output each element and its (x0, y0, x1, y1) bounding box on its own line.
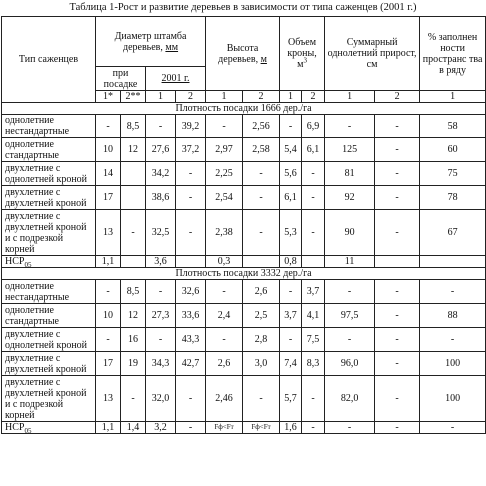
table-cell: 39,2 (176, 115, 206, 138)
table-cell: - (96, 280, 121, 304)
table-cell: - (375, 304, 420, 328)
table-cell: 16 (121, 328, 146, 352)
row-type: двухлетние с двухлетней кроной (2, 186, 96, 210)
table-cell: 100 (420, 352, 486, 376)
header-growth: Суммарный однолетний прирост, см (325, 17, 420, 91)
ncr-cell: 11 (325, 256, 375, 268)
header-diameter (96, 17, 206, 67)
table-cell: - (243, 162, 280, 186)
table-row (2, 210, 486, 256)
table-cell: 7,5 (302, 328, 325, 352)
sub-c1: 1 (146, 91, 176, 103)
table-cell: - (96, 328, 121, 352)
header-row-1 (2, 17, 486, 67)
table-cell: - (206, 115, 243, 138)
table-cell: 6,1 (280, 186, 302, 210)
table-cell: - (375, 280, 420, 304)
table-cell: - (302, 186, 325, 210)
table-cell: 3,7 (302, 280, 325, 304)
table-cell: 6,9 (302, 115, 325, 138)
table-cell: - (420, 328, 486, 352)
table-cell: - (176, 162, 206, 186)
header-fill: % заполнен ности пространс тва в ряду (420, 17, 486, 91)
table-cell: 32,6 (176, 280, 206, 304)
table-cell: 14 (96, 162, 121, 186)
table-cell: 27,3 (146, 304, 176, 328)
table-row (2, 138, 486, 162)
row-type: однолетние нестандартные (2, 280, 96, 304)
table-cell: - (280, 328, 302, 352)
table-cell: 17 (96, 352, 121, 376)
table-cell: - (325, 328, 375, 352)
table-cell: - (176, 186, 206, 210)
table-cell: - (375, 352, 420, 376)
ncr-label-sub: 05 (24, 261, 32, 268)
ncr-cell: 1,4 (121, 422, 146, 434)
growth-table (1, 16, 486, 434)
section-label: Плотность посадки 3332 дер./га (2, 268, 486, 280)
sub-c7: 1 (325, 91, 375, 103)
table-cell: - (206, 280, 243, 304)
table-cell: - (243, 376, 280, 422)
table-cell: 81 (325, 162, 375, 186)
table-row (2, 328, 486, 352)
table-cell: 19 (121, 352, 146, 376)
table-cell: 17 (96, 186, 121, 210)
section-row (2, 103, 486, 115)
table-cell: 100 (420, 376, 486, 422)
row-type: двухлетние с двухлетней кроной и с подрезкой корней (2, 210, 96, 256)
ncr-label-sub: 05 (24, 427, 32, 434)
ncr-cell: - (420, 422, 486, 434)
table-cell: - (325, 280, 375, 304)
ncr-cell: 0,3 (206, 256, 243, 268)
table-cell: - (302, 162, 325, 186)
table-cell: 5,3 (280, 210, 302, 256)
table-cell: 2,25 (206, 162, 243, 186)
table-cell: 7,4 (280, 352, 302, 376)
table-cell: 2,6 (206, 352, 243, 376)
table-cell: 2,4 (206, 304, 243, 328)
table-cell: - (302, 376, 325, 422)
sub-c8: 2 (375, 91, 420, 103)
ncr-cell (375, 256, 420, 268)
table-cell: 12 (121, 138, 146, 162)
table-cell: 5,6 (280, 162, 302, 186)
table-cell: 10 (96, 138, 121, 162)
header-2001 (146, 67, 206, 91)
sub-c9: 1 (420, 91, 486, 103)
header-height-unit: м (260, 53, 267, 65)
ncr-label (2, 422, 96, 434)
table-cell: - (375, 138, 420, 162)
sub-c3: 1 (206, 91, 243, 103)
table-cell: 97,5 (325, 304, 375, 328)
table-cell: - (375, 115, 420, 138)
table-cell: 5,4 (280, 138, 302, 162)
table-cell: 10 (96, 304, 121, 328)
row-type: однолетние стандартные (2, 304, 96, 328)
ncr-cell: 1,1 (96, 422, 121, 434)
table-cell: 37,2 (176, 138, 206, 162)
table-cell: 42,7 (176, 352, 206, 376)
ncr-cell: - (325, 422, 375, 434)
table-cell: - (121, 210, 146, 256)
table-cell: 2,38 (206, 210, 243, 256)
table-cell: - (96, 115, 121, 138)
table-cell: - (420, 280, 486, 304)
table-cell: 90 (325, 210, 375, 256)
header-crown-text: Объем кроны, м (287, 37, 317, 70)
table-cell: - (176, 210, 206, 256)
table-cell: - (146, 115, 176, 138)
table-cell: - (325, 115, 375, 138)
table-cell: - (302, 210, 325, 256)
table-row (2, 115, 486, 138)
ncr-cell: 1,6 (280, 422, 302, 434)
ncr-label (2, 256, 96, 268)
header-height (206, 17, 280, 91)
row-type: однолетние нестандартные (2, 115, 96, 138)
ncr-cell: - (176, 422, 206, 434)
sub-1: 1* (96, 91, 121, 103)
table-row (2, 352, 486, 376)
table-cell: 78 (420, 186, 486, 210)
table-cell: 58 (420, 115, 486, 138)
table-cell: - (375, 328, 420, 352)
table-cell: - (121, 376, 146, 422)
table-cell: 2,5 (243, 304, 280, 328)
ncr-cell: Fф<Fт (206, 422, 243, 434)
header-at-planting: при посадке (96, 67, 146, 91)
sub-c4: 2 (243, 91, 280, 103)
table-body (2, 17, 486, 434)
header-crown (280, 17, 325, 91)
table-cell: - (206, 328, 243, 352)
ncr-cell: - (302, 422, 325, 434)
table-cell: - (146, 328, 176, 352)
table-cell: 75 (420, 162, 486, 186)
table-cell: 82,0 (325, 376, 375, 422)
table-cell: - (280, 115, 302, 138)
table-cell: 67 (420, 210, 486, 256)
ncr-label-text: НСР (5, 256, 25, 267)
section-row (2, 268, 486, 280)
table-row (2, 304, 486, 328)
header-type: Тип саженцев (2, 17, 96, 103)
table-cell: - (280, 280, 302, 304)
table-cell: - (243, 210, 280, 256)
table-cell: - (375, 210, 420, 256)
sub-c5: 1 (280, 91, 302, 103)
table-cell: 92 (325, 186, 375, 210)
sub-2: 2** (121, 91, 146, 103)
table-row (2, 186, 486, 210)
table-cell: - (375, 186, 420, 210)
table-cell: 43,3 (176, 328, 206, 352)
ncr-cell: 3,2 (146, 422, 176, 434)
ncr-cell: 3,6 (146, 256, 176, 268)
table-cell: 88 (420, 304, 486, 328)
header-diameter-unit: мм (165, 41, 179, 53)
table-cell: 2,58 (243, 138, 280, 162)
table-cell: 2,97 (206, 138, 243, 162)
table-cell: - (375, 162, 420, 186)
ncr-cell (302, 256, 325, 268)
row-type: двухлетние с однолетней кроной (2, 328, 96, 352)
table-cell: 34,3 (146, 352, 176, 376)
table-cell: - (146, 280, 176, 304)
table-cell: - (375, 376, 420, 422)
table-cell: 2,46 (206, 376, 243, 422)
table-row (2, 376, 486, 422)
header-2001-text: 2001 г. (161, 73, 190, 84)
table-cell: 34,2 (146, 162, 176, 186)
ncr-cell: Fф<Fт (243, 422, 280, 434)
table-cell: 12 (121, 304, 146, 328)
ncr-row (2, 422, 486, 434)
table-cell: 33,6 (176, 304, 206, 328)
table-row (2, 280, 486, 304)
header-height-text: Высота деревьев, (218, 42, 261, 65)
ncr-cell (420, 256, 486, 268)
table-cell: - (176, 376, 206, 422)
table-cell: 4,1 (302, 304, 325, 328)
table-cell: 6,1 (302, 138, 325, 162)
ncr-cell: - (375, 422, 420, 434)
table-cell: 8,5 (121, 280, 146, 304)
table-cell: 96,0 (325, 352, 375, 376)
header-diameter-text: Диаметр штамба деревьев, (114, 30, 187, 53)
table-title: Таблица 1-Рост и развитие деревьев в зависимости от типа саженцев (2001 г.) (69, 2, 417, 13)
ncr-cell (121, 256, 146, 268)
table-cell: 3,0 (243, 352, 280, 376)
table-cell: - (243, 186, 280, 210)
sub-c2: 2 (176, 91, 206, 103)
table-cell: 2,54 (206, 186, 243, 210)
table-cell: 125 (325, 138, 375, 162)
ncr-cell: 0,8 (280, 256, 302, 268)
ncr-row (2, 256, 486, 268)
table-cell: 2,8 (243, 328, 280, 352)
header-crown-sup: 3 (303, 56, 307, 65)
table-cell: 8,5 (121, 115, 146, 138)
table-cell: 2,6 (243, 280, 280, 304)
section-label: Плотность посадки 1666 дер./га (2, 103, 486, 115)
table-cell: 13 (96, 376, 121, 422)
table-cell: 38,6 (146, 186, 176, 210)
table-cell: 5,7 (280, 376, 302, 422)
sub-c6: 2 (302, 91, 325, 103)
row-type: двухлетние с однолетней кроной (2, 162, 96, 186)
table-cell: 32,5 (146, 210, 176, 256)
table-cell: 32,0 (146, 376, 176, 422)
row-type: однолетние стандартные (2, 138, 96, 162)
table-cell (121, 186, 146, 210)
table-cell: 3,7 (280, 304, 302, 328)
ncr-cell (243, 256, 280, 268)
table-row (2, 162, 486, 186)
row-type: двухлетние с двухлетней кроной (2, 352, 96, 376)
ncr-label-text: НСР (5, 422, 25, 433)
table-cell: 13 (96, 210, 121, 256)
row-type: двухлетние с двухлетней кроной и с подрезкой корней (2, 376, 96, 422)
table-cell (121, 162, 146, 186)
table-cell: 60 (420, 138, 486, 162)
ncr-cell (176, 256, 206, 268)
table-cell: 8,3 (302, 352, 325, 376)
table-cell: 27,6 (146, 138, 176, 162)
table-cell: 2,56 (243, 115, 280, 138)
ncr-cell: 1,1 (96, 256, 121, 268)
